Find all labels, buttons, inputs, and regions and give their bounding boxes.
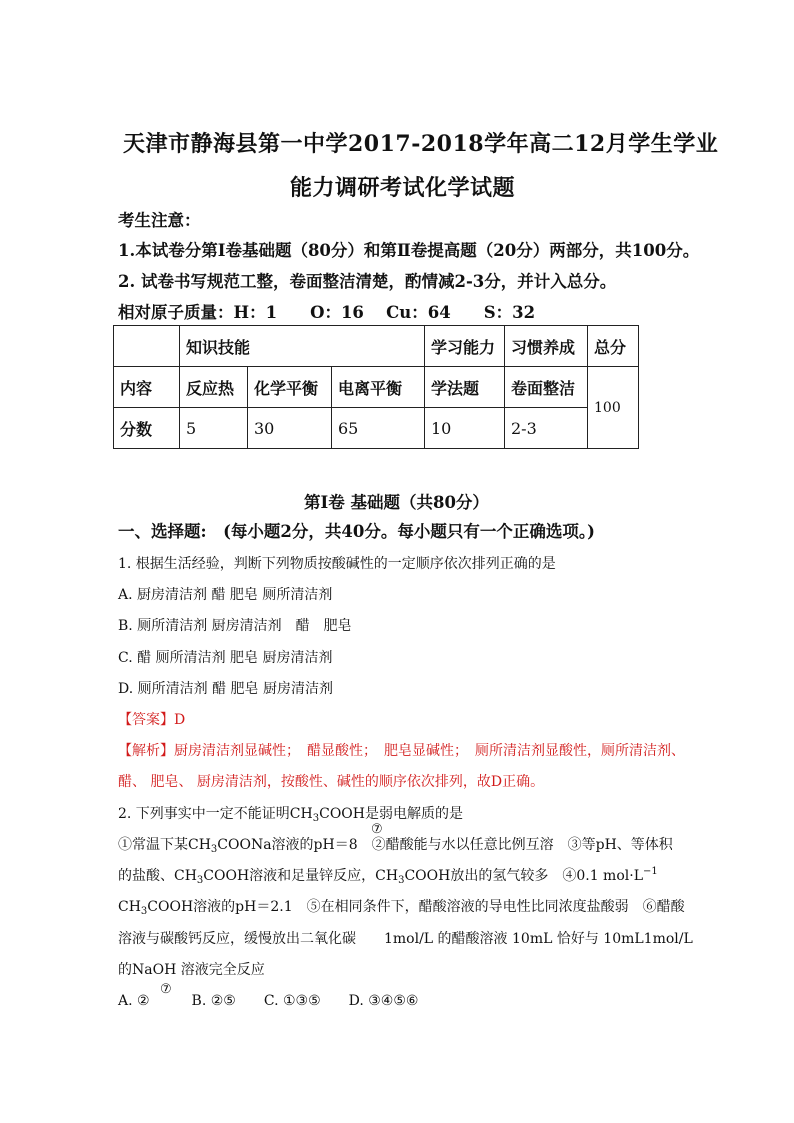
superscript: −1 [643, 866, 658, 877]
q1-analysis-line-1: 【解析】厨房清洁剂显碱性； 醋显酸性； 肥皂显碱性； 厕所清洁剂显酸性，厕所清洁剂、 [118, 743, 685, 759]
q2-text: COONa溶液的pH＝8 ②醋酸能与水以任意比例互溶 ③等pH、等体积 [217, 837, 673, 853]
q2-text: 的盐酸、CH [118, 868, 197, 884]
subscript: 3 [210, 844, 218, 855]
q2-line-1 [118, 834, 673, 855]
q2-text: COOH溶液的pH＝2.1 ⑤在相同条件下，醋酸溶液的导电性比同浓度盐酸弱 ⑥醋酸 [147, 899, 685, 915]
table-cell: 分数 [114, 408, 180, 449]
table-cell: 学法题 [425, 367, 505, 408]
q2-stem-text: COOH是弱电解质的是 [319, 806, 463, 822]
table-cell: 知识技能 [180, 326, 425, 367]
table-cell: 化学平衡 [248, 367, 332, 408]
table-row [114, 326, 639, 367]
subscript: 3 [140, 906, 148, 917]
table-cell: 65 [332, 408, 425, 449]
table-cell-total: 100 [588, 367, 639, 449]
q2-line-5: 的NaOH 溶液完全反应 [118, 962, 265, 978]
notice-item-2: 2. 试卷书写规范工整，卷面整洁清楚，酌情减2-3分，并计入总分。 [118, 272, 617, 291]
circled-seven-mark: ⑦ [160, 982, 172, 997]
notice-item-1: 1.本试卷分第Ⅰ卷基础题（80分）和第Ⅱ卷提高题（20分）两部分，共100分。 [118, 241, 700, 260]
section-title: 第Ⅰ卷 基础题（共80分） [304, 493, 489, 512]
title-line-1: 天津市静海县第一中学2017-2018学年高二12月学生学业 [123, 131, 719, 157]
table-cell: 30 [248, 408, 332, 449]
table-cell: 卷面整洁 [505, 367, 588, 408]
table-cell [114, 326, 180, 367]
circled-seven-mark: ⑦ [371, 822, 383, 837]
q1-stem: 1. 根据生活经验，判断下列物质按酸碱性的一定顺序依次排列正确的是 [118, 556, 556, 572]
atomic-mass-line: 相对原子质量：H：1 O：16 Cu：64 S：32 [118, 303, 536, 322]
q2-options: A. ② B. ②⑤ C. ①③⑤ D. ③④⑤⑥ [118, 993, 419, 1009]
notice-heading: 考生注意： [118, 211, 201, 230]
q1-option-d: D. 厕所清洁剂 醋 肥皂 厨房清洁剂 [118, 681, 333, 697]
table-cell: 总分 [588, 326, 639, 367]
q2-line-2 [118, 865, 658, 886]
title-line-2: 能力调研考试化学试题 [290, 175, 516, 201]
q1-option-a: A. 厨房清洁剂 醋 肥皂 厕所清洁剂 [118, 587, 333, 603]
table-cell: 电离平衡 [332, 367, 425, 408]
table-cell: 2-3 [505, 408, 588, 449]
q1-option-c: C. 醋 厕所清洁剂 肥皂 厨房清洁剂 [118, 650, 333, 666]
q2-line-3 [118, 896, 685, 917]
table-cell: 5 [180, 408, 248, 449]
q2-stem [118, 803, 463, 824]
q2-line-4: 溶液与碳酸钙反应，缓慢放出二氧化碳 1mol/L 的醋酸溶液 10mL 恰好与 10mL1mol/L [118, 931, 693, 947]
q2-stem-text: 2. 下列事实中一定不能证明CH [118, 806, 313, 822]
table-cell: 习惯养成 [505, 326, 588, 367]
q2-text: COOH溶液和足量锌反应，CH [203, 868, 399, 884]
score-table [113, 325, 639, 449]
q1-analysis-line-2: 醋、 肥皂、 厨房清洁剂，按酸性、碱性的顺序依次排列，故D正确。 [118, 774, 545, 790]
subscript: 3 [398, 875, 405, 886]
table-row [114, 408, 639, 449]
q2-text: ①常温下某CH [118, 837, 211, 853]
table-cell: 10 [425, 408, 505, 449]
table-row [114, 367, 639, 408]
table-cell: 内容 [114, 367, 180, 408]
section-heading: 一、选择题: (每小题2分，共40分。每小题只有一个正确选项。) [118, 522, 595, 541]
q2-text: CH [118, 899, 141, 915]
subscript: 3 [196, 875, 204, 886]
q1-option-b: B. 厕所清洁剂 厨房清洁剂 醋 肥皂 [118, 618, 352, 634]
table-cell: 学习能力 [425, 326, 505, 367]
q2-text: COOH放出的氢气较多 ④0.1 mol·L [404, 868, 643, 884]
q1-answer: 【答案】D [118, 712, 186, 728]
table-cell: 反应热 [180, 367, 248, 408]
subscript: 3 [312, 813, 320, 824]
